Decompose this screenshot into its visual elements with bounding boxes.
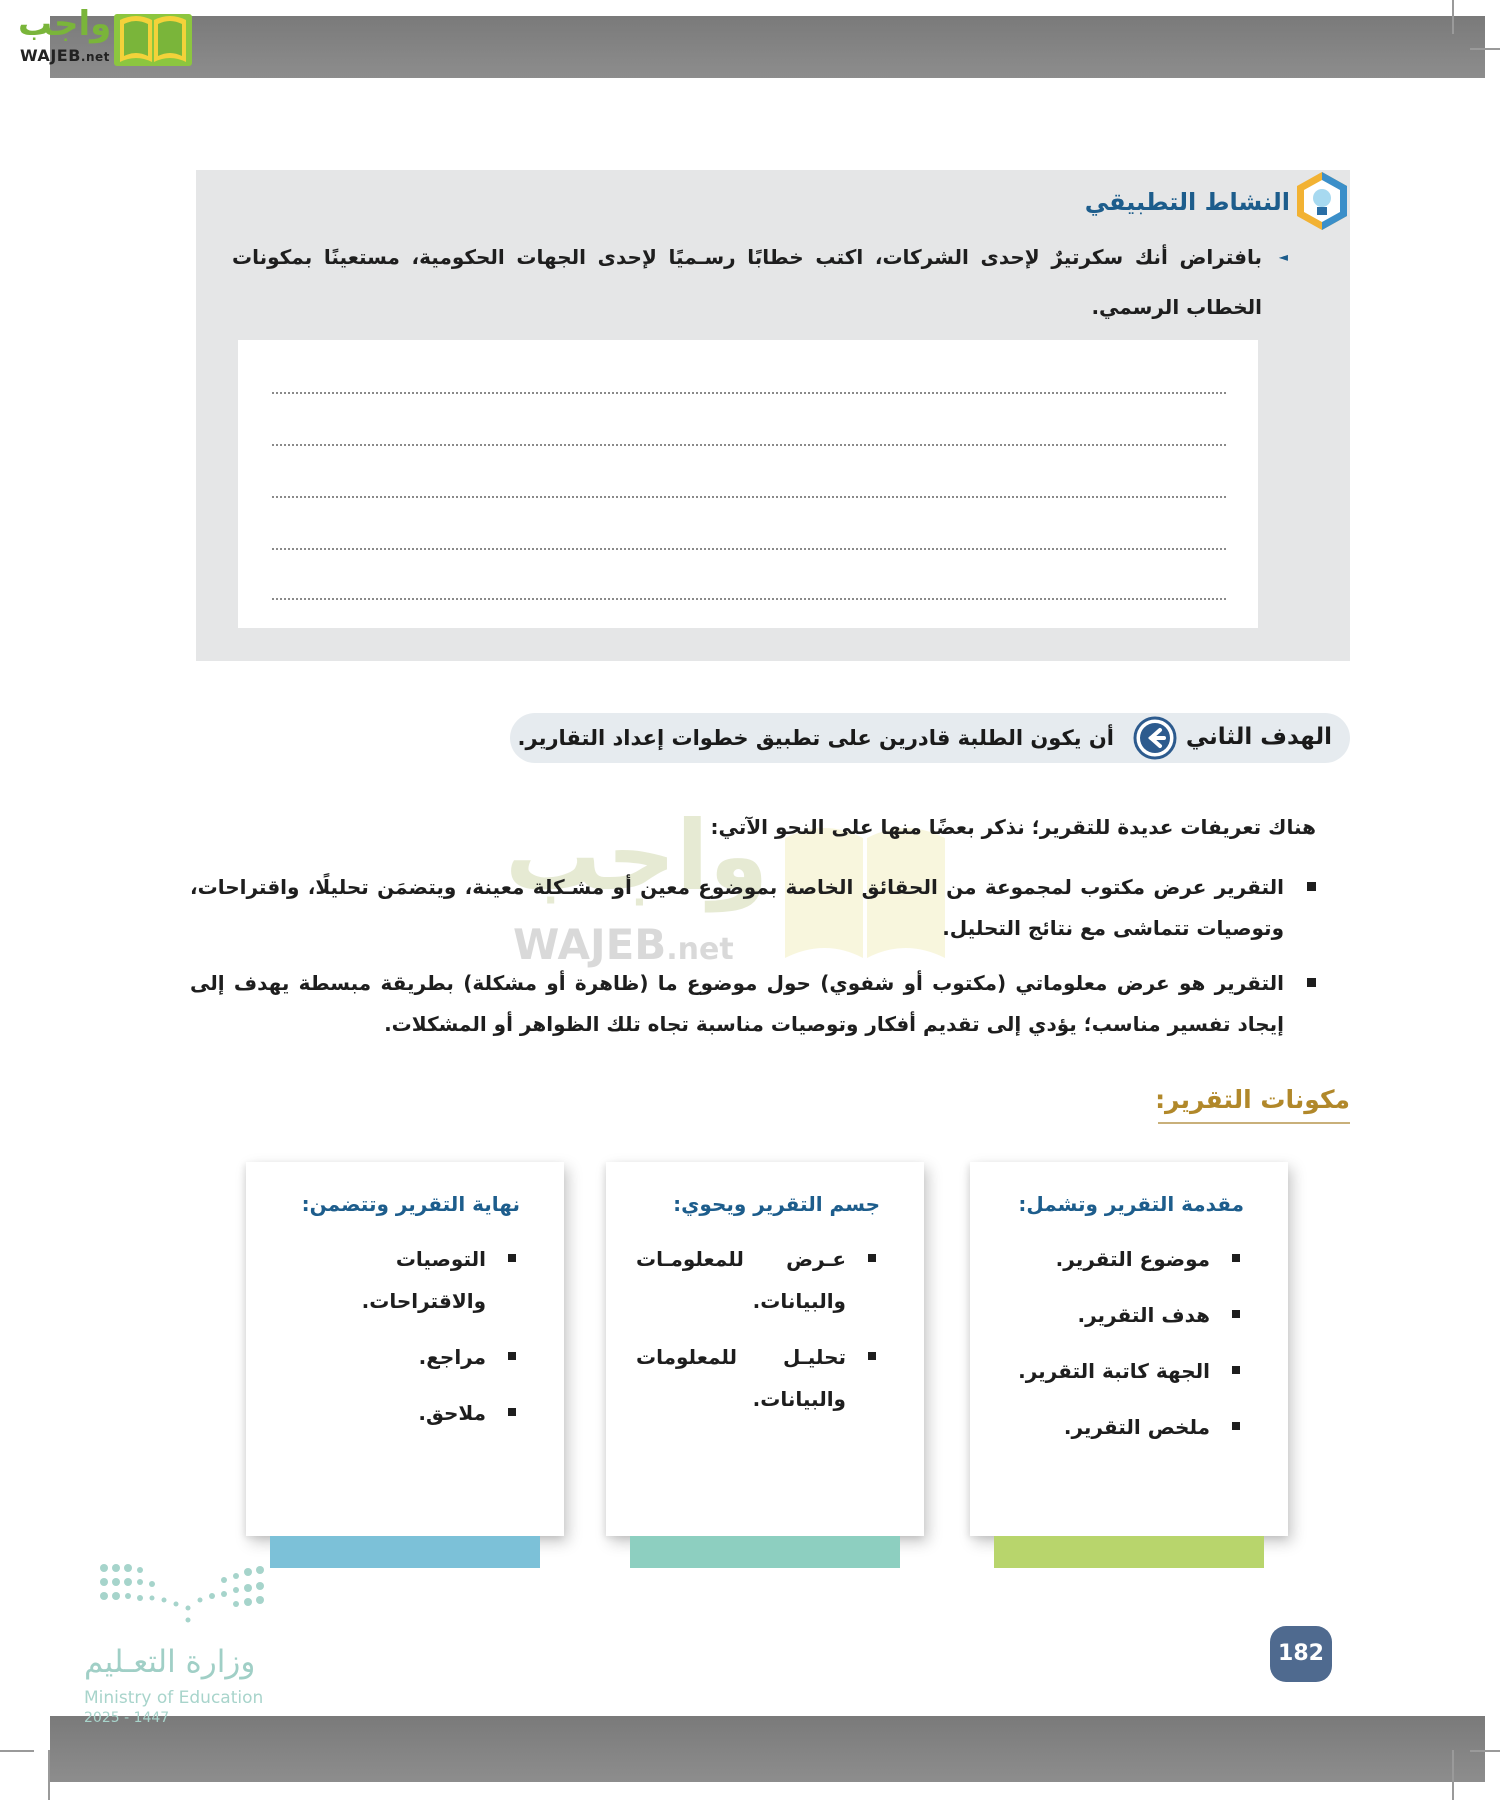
list-item: التوصيات والاقتراحات. — [276, 1238, 516, 1322]
square-bullet-icon — [1307, 978, 1316, 987]
answer-line[interactable] — [272, 444, 1226, 446]
ministry-year: 2025 - 1447 — [84, 1710, 170, 1726]
ministry-logo — [84, 1560, 274, 1726]
list-item: موضوع التقرير. — [1000, 1238, 1240, 1280]
definition-item — [190, 867, 1316, 949]
crop-mark — [1452, 0, 1454, 34]
activity-prompt — [232, 232, 1288, 332]
square-bullet-icon — [1232, 1422, 1240, 1430]
card-body-footer — [630, 1536, 900, 1568]
activity-title: النشاط التطبيقي — [1084, 188, 1290, 216]
list-item: مراجع. — [276, 1336, 516, 1378]
watermark-word: واجب — [505, 800, 769, 912]
list-item: ملاحق. — [276, 1392, 516, 1434]
card-intro — [970, 1162, 1288, 1536]
footer-bar — [50, 1716, 1485, 1782]
ministry-name-en: Ministry of Education — [84, 1688, 264, 1708]
answer-line[interactable] — [272, 548, 1226, 550]
answer-line[interactable] — [272, 392, 1226, 394]
definitions-intro: هناك تعريفات عديدة للتقرير؛ نذكر بعضًا منها على النحو الآتي: — [710, 815, 1316, 839]
logo-word: واجب — [18, 4, 112, 44]
square-bullet-icon — [1307, 882, 1316, 891]
watermark-latin: WAJEB.net — [513, 920, 734, 969]
card-ending — [246, 1162, 564, 1536]
answer-line[interactable] — [272, 598, 1226, 600]
definition-text: التقرير هو عرض معلوماتي (مكتوب أو شفوي) حول موضوع ما (ظاهرة أو مشكلة) بطريقة مبسطة يهدف إلى إيجاد تفسير مناسب؛ يؤدي إلى تقديم أفكار وتوصيات مناسبة تجاه تلك الظواهر أو المشكلات. — [190, 971, 1284, 1036]
square-bullet-icon — [508, 1352, 516, 1360]
header-bar — [50, 16, 1485, 78]
square-bullet-icon — [508, 1408, 516, 1416]
card-title: مقدمة التقرير وتشمل: — [1018, 1192, 1244, 1216]
ministry-name-ar: وزارة التعـليم — [84, 1644, 256, 1680]
card-body — [606, 1162, 924, 1536]
square-bullet-icon — [868, 1352, 876, 1360]
list-item: تحليـل للمعلومات والبيانات. — [636, 1336, 876, 1420]
square-bullet-icon — [1232, 1310, 1240, 1318]
square-bullet-icon — [1232, 1366, 1240, 1374]
definition-text: التقرير عرض مكتوب لمجموعة من الحقائق الخاصة بموضوع معين أو مشـكلة معينة، ويتضمَن تحليلًا، واقتراحات، وتوصيات تتماشى مع نتائج التحليل. — [190, 875, 1284, 940]
goal-banner — [510, 713, 1350, 763]
activity-box — [196, 170, 1350, 661]
crop-mark — [1452, 1750, 1454, 1800]
card-title: جسم التقرير ويحوي: — [673, 1192, 880, 1216]
ministry-dots-icon — [94, 1560, 274, 1626]
list-item: الجهة كاتبة التقرير. — [1000, 1350, 1240, 1392]
square-bullet-icon — [868, 1254, 876, 1262]
goal-label: الهدف الثاني — [1185, 724, 1332, 750]
wajeb-logo[interactable] — [8, 4, 193, 70]
components-title: مكونات التقرير: — [1155, 1085, 1350, 1114]
goal-text: أن يكون الطلبة قادرين على تطبيق خطوات إعداد التقارير. — [517, 726, 1114, 750]
activity-prompt-text: بافتراض أنك سكرتيرٌ لإحدى الشركات، اكتب خطابًا رسـميًا لإحدى الجهات الحكومية، مستعينًا بمكونات الخطاب الرسمي. — [232, 245, 1262, 319]
triangle-bullet-icon: ◄ — [1278, 250, 1288, 264]
answer-line[interactable] — [272, 496, 1226, 498]
crop-mark — [1470, 1750, 1500, 1752]
definition-item — [190, 963, 1316, 1045]
crop-mark — [0, 1750, 34, 1752]
logo-latin: WAJEB.net — [20, 46, 110, 65]
lightbulb-hexagon-icon — [1294, 170, 1350, 232]
list-item: ملخص التقرير. — [1000, 1406, 1240, 1448]
card-ending-footer — [270, 1536, 540, 1568]
answer-area[interactable] — [238, 340, 1258, 628]
components-underline — [1158, 1122, 1350, 1124]
crop-mark — [48, 1750, 50, 1800]
arrow-left-icon — [1132, 716, 1178, 760]
list-item: هدف التقرير. — [1000, 1294, 1240, 1336]
card-title: نهاية التقرير وتتضمن: — [301, 1192, 520, 1216]
list-item: عـرض للمعلومـات والبيانات. — [636, 1238, 876, 1322]
book-icon — [112, 8, 194, 68]
page-number: 182 — [1270, 1626, 1332, 1682]
square-bullet-icon — [1232, 1254, 1240, 1262]
card-intro-footer — [994, 1536, 1264, 1568]
square-bullet-icon — [508, 1254, 516, 1262]
crop-mark — [1470, 48, 1500, 50]
